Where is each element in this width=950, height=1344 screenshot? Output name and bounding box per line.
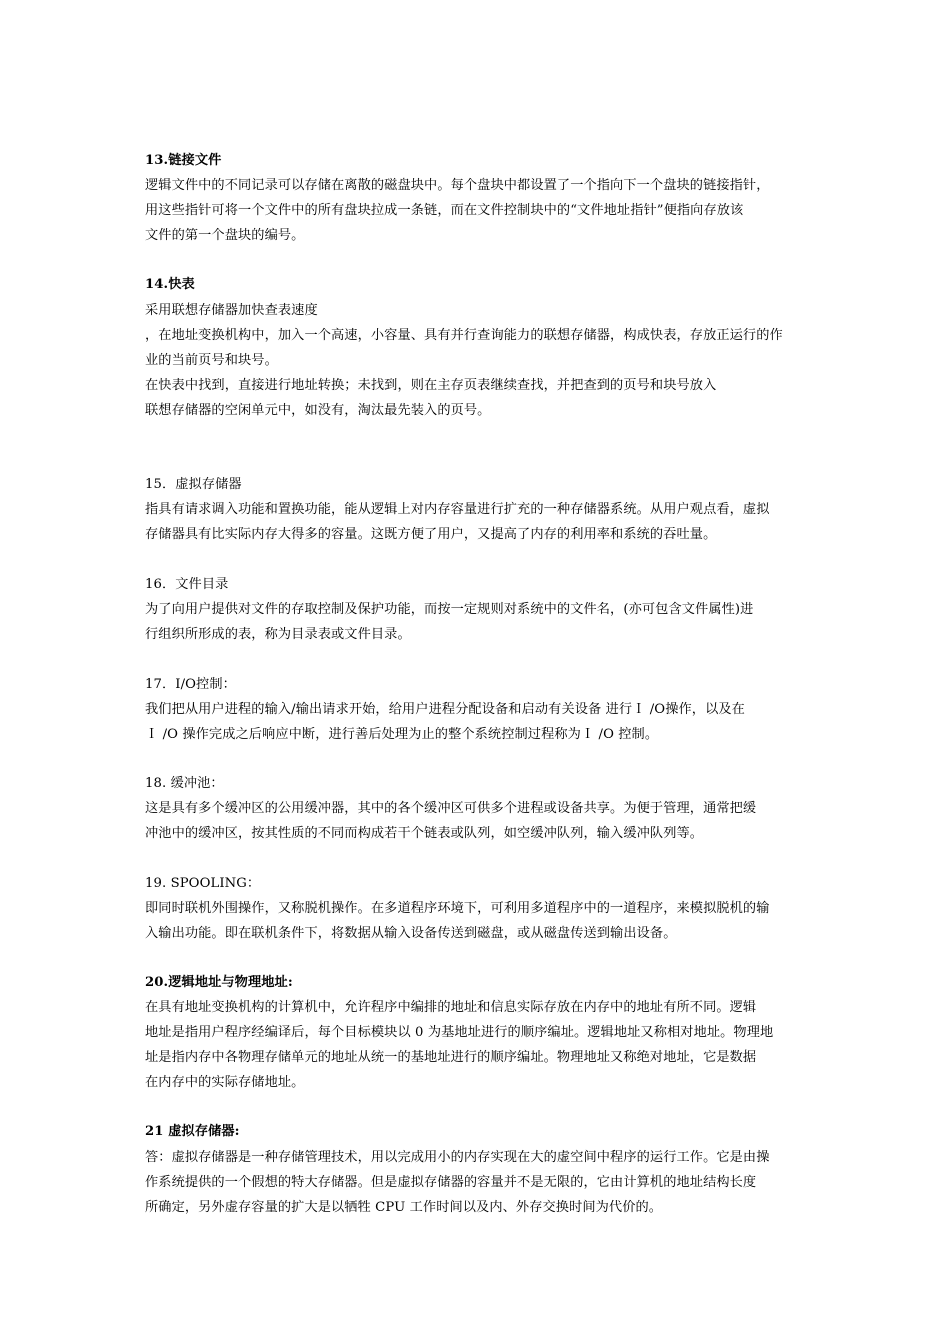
paragraph-line: 用这些指针可将一个文件中的所有盘块拉成一条链，而在文件控制块中的“文件地址指针”便指向存放该 — [145, 203, 744, 218]
paragraph-line: 入输出功能。即在联机条件下，将数据从输入设备传送到磁盘，或从磁盘传送到输出设备。 — [145, 926, 677, 941]
section-heading: 13.链接文件 — [145, 153, 222, 168]
section-heading: 20.逻辑地址与物理地址: — [145, 975, 293, 990]
section-heading: 15．虚拟存储器 — [145, 477, 242, 492]
paragraph-line: 在具有地址变换机构的计算机中，允许程序中编排的地址和信息实际存放在内存中的地址有所不同。逻辑 — [145, 1000, 757, 1015]
section-heading: 19. SPOOLING： — [145, 876, 261, 891]
paragraph-line: 即同时联机外围操作，又称脱机操作。在多道程序环境下，可利用多道程序中的一道程序，来模拟脱机的输 — [145, 901, 770, 916]
paragraph-line: 地址是指用户程序经编译后，每个目标模块以 0 为基地址进行的顺序编址。逻辑地址又称相对地址。物理地 — [145, 1025, 774, 1040]
section-heading: 14.快表 — [145, 277, 195, 292]
paragraph-line: 在内存中的实际存储地址。 — [145, 1075, 305, 1090]
paragraph-line: 冲池中的缓冲区，按其性质的不同而构成若干个链表或队列，如空缓冲队列，输入缓冲队列等。 — [145, 826, 704, 841]
section-heading: 16．文件目录 — [145, 577, 229, 592]
paragraph-line: 存储器具有比实际内存大得多的容量。这既方便了用户，又提高了内存的利用率和系统的吞吐量。 — [145, 527, 717, 542]
paragraph-line: 行组织所形成的表，称为目录表或文件目录。 — [145, 627, 411, 642]
section-heading: 21 虚拟存储器: — [145, 1124, 240, 1139]
paragraph-line: ，在地址变换机构中，加入一个高速，小容量、具有并行查询能力的联想存储器，构成快表，存放正运行的作 — [145, 328, 783, 343]
paragraph-line: 联想存储器的空闲单元中，如没有，淘汰最先装入的页号。 — [145, 403, 491, 418]
paragraph-line: 指具有请求调入功能和置换功能，能从逻辑上对内存容量进行扩充的一种存储器系统。从用户观点看，虚拟 — [145, 502, 770, 517]
paragraph-line: 我们把从用户进程的输入/输出请求开始，给用户进程分配设备和启动有关设备 进行Ｉ /O操作，以及在 — [145, 702, 745, 717]
paragraph-line: 采用联想存储器加快查表速度 — [145, 303, 318, 318]
paragraph-line: 逻辑文件中的不同记录可以存储在离散的磁盘块中。每个盘块中都设置了一个指向下一个盘块的链接指针， — [145, 178, 770, 193]
paragraph-line: 址是指内存中各物理存储单元的地址从统一的基地址进行的顺序编址。物理地址又称绝对地址，它是数据 — [145, 1050, 757, 1065]
paragraph-line: Ｉ /O 操作完成之后响应中断，进行善后处理为止的整个系统控制过程称为Ｉ /O 控制。 — [145, 727, 659, 742]
paragraph-line: 文件的第一个盘块的编号。 — [145, 228, 305, 243]
paragraph-line: 答：虚拟存储器是一种存储管理技术，用以完成用小的内存实现在大的虚空间中程序的运行工作。它是由操 — [145, 1150, 770, 1165]
paragraph-line: 为了向用户提供对文件的存取控制及保护功能，而按一定规则对系统中的文件名，(亦可包含文件属性)进 — [145, 602, 754, 617]
paragraph-line: 业的当前页号和块号。 — [145, 353, 278, 368]
section-heading: 17．I/O控制： — [145, 677, 236, 692]
paragraph-line: 作系统提供的一个假想的特大存储器。但是虚拟存储器的容量并不是无限的，它由计算机的地址结构长度 — [145, 1175, 757, 1190]
paragraph-line: 在快表中找到，直接进行地址转换；未找到，则在主存页表继续查找，并把查到的页号和块号放入 — [145, 378, 717, 393]
section-heading: 18. 缓冲池： — [145, 776, 224, 791]
paragraph-line: 所确定，另外虚存容量的扩大是以牺牲 CPU 工作时间以及内、外存交换时间为代价的。 — [145, 1200, 663, 1215]
paragraph-line: 这是具有多个缓冲区的公用缓冲器，其中的各个缓冲区可供多个进程或设备共享。为便于管理，通常把缓 — [145, 801, 757, 816]
